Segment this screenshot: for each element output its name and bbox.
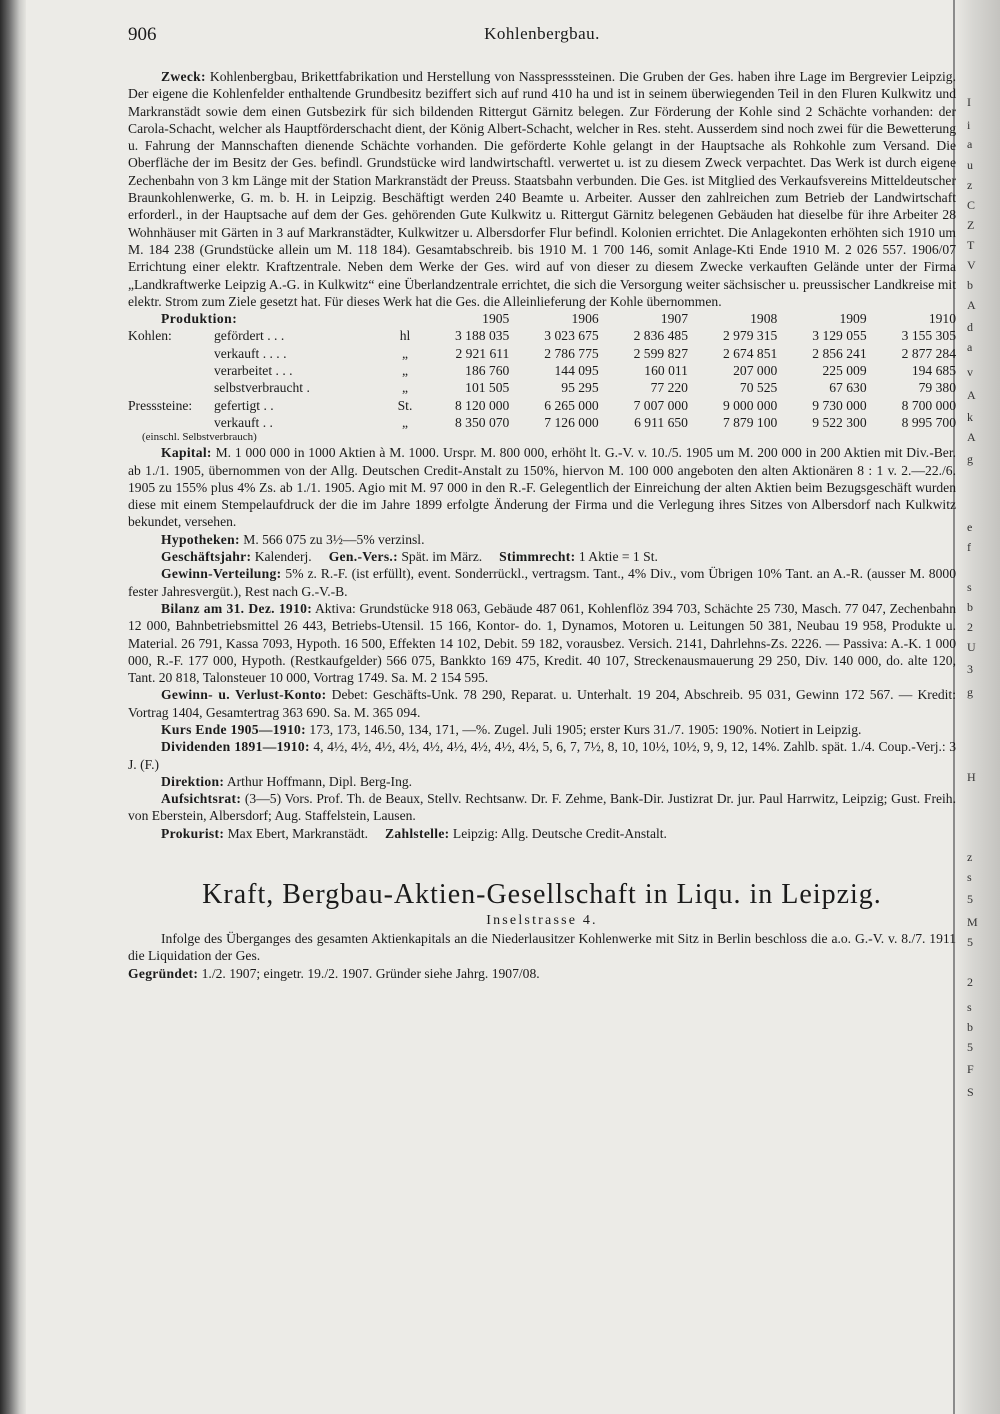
- facing-page-letters: [961, 0, 991, 1414]
- year-1907: 1907: [660, 311, 688, 327]
- produktion-value: 3 188 035: [454, 328, 510, 344]
- facing-page-letter: I: [967, 95, 971, 109]
- produktion-value: 8 700 000: [901, 397, 956, 413]
- produktion-value: 67 630: [829, 380, 867, 396]
- produktion-value: 2 599 827: [633, 345, 688, 361]
- produktion-value: 3 129 055: [812, 328, 867, 344]
- stimmrecht-label: Stimmrecht:: [499, 549, 576, 565]
- facing-page-letter: u: [967, 158, 973, 172]
- produktion-item-label: gefertigt: [214, 397, 261, 413]
- facing-page-letter: U: [967, 640, 976, 654]
- facing-page-letter: z: [967, 178, 973, 192]
- produktion-item: [208, 345, 390, 362]
- produktion-row: [128, 362, 956, 379]
- facing-page-letter: d: [967, 320, 973, 334]
- direktion-paragraph: [128, 773, 956, 790]
- produktion-value: 101 505: [465, 380, 510, 396]
- prokurist-label: Prokurist:: [161, 825, 225, 841]
- produktion-item-label: verkauft: [214, 345, 260, 361]
- produktion-leader-dots: . . .: [267, 328, 285, 344]
- produktion-row: [128, 327, 956, 344]
- facing-page-letter: b: [967, 278, 973, 292]
- produktion-row: [128, 414, 956, 431]
- kapital-paragraph: [128, 444, 956, 530]
- direktion-text: Arthur Hoffmann, Dipl. Berg-Ing.: [226, 773, 413, 789]
- produktion-unit: „: [401, 414, 409, 430]
- facing-page-letter: F: [967, 1062, 974, 1076]
- zweck-paragraph: [128, 68, 956, 310]
- zahlstelle-label: Zahlstelle:: [385, 825, 450, 841]
- produktion-value: 6 911 650: [634, 414, 688, 430]
- facing-page-letter: 3: [967, 662, 973, 676]
- facing-page-letter: A: [967, 298, 976, 312]
- facing-page-letter: b: [967, 1020, 973, 1034]
- produktion-body: [128, 327, 956, 431]
- page-header: [128, 24, 956, 54]
- dividenden-text: 4, 4½, 4½, 4½, 4½, 4½, 4½, 4½, 4½, 4½, 5, 6, 7, 7½, 8, 10, 10½, 10½, 9, 9, 12, 14%. Zahlb. spät. 1./4. Coup.-Verj.: 3 J. (F.): [128, 739, 956, 772]
- produktion-unit: „: [401, 380, 409, 396]
- produktion-item: [208, 327, 390, 344]
- produktion-header-row: [128, 310, 956, 327]
- facing-page-letter: k: [967, 410, 973, 424]
- bilanz-paragraph: [128, 600, 956, 686]
- facing-page-letter: 2: [967, 620, 973, 634]
- facing-page-letter: a: [967, 340, 973, 354]
- produktion-value: 79 380: [918, 380, 956, 396]
- gewinn-verlust-label: Gewinn- u. Verlust-Konto:: [161, 687, 327, 703]
- produktion-table: [128, 310, 956, 444]
- produktion-note-row: [128, 431, 956, 444]
- facing-page-letter: v: [967, 365, 973, 379]
- gen-vers-label: Gen.-Vers.:: [328, 549, 398, 565]
- prokurist-text: Max Ebert, Markranstädt.: [227, 825, 369, 841]
- kurs-label: Kurs Ende 1905—1910:: [161, 721, 306, 737]
- produktion-group: Presssteine:: [128, 397, 193, 413]
- kurs-text: 173, 173, 146.50, 134, 171, —%. Zugel. Juli 1905; erster Kurs 31./7. 1905: 190%. Notiert in Leipzig.: [309, 721, 862, 737]
- produktion-leader-dots: . .: [263, 397, 274, 413]
- produktion-label: Produktion:: [161, 311, 238, 327]
- produktion-group: [128, 362, 208, 379]
- facing-page-letter: 5: [967, 935, 973, 949]
- facing-page-letter: T: [967, 238, 975, 252]
- year-1908: 1908: [750, 311, 778, 327]
- produktion-value: 95 295: [561, 380, 599, 396]
- gewinn-verteilung-text: 5% z. R.-F. (ist erfüllt), event. Sonderrückl., vertragsm. Tant., 4% Div., vom Übrigen 10% Tant. an A.-R. (ausser M. 8000 fester Jahresvergüt.), Rest nach G.-V.-B.: [128, 566, 956, 599]
- year-1906: 1906: [571, 311, 599, 327]
- gewinn-verteilung-label: Gewinn-Verteilung:: [161, 566, 282, 582]
- facing-page-letter: H: [967, 770, 976, 784]
- produktion-value: 2 856 241: [812, 345, 867, 361]
- facing-page-letter: S: [967, 1085, 974, 1099]
- produktion-leader-dots: . . .: [275, 363, 293, 379]
- facing-page-letter: g: [967, 452, 973, 466]
- produktion-value: 194 685: [911, 363, 956, 379]
- facing-page-letter: 5: [967, 892, 973, 906]
- facing-page-letter: f: [967, 540, 971, 554]
- dividenden-label: Dividenden 1891—1910:: [161, 739, 310, 755]
- produktion-unit: „: [401, 363, 409, 379]
- kapital-text: M. 1 000 000 in 1000 Aktien à M. 1000. Urspr. M. 800 000, erhöht lt. G.-V. v. 10./5. 1905 um M. 200 000 in 200 Aktien mit Div.-Ber. ab 1./1. 1905, übernommen von der Allg. Deutschen Credit-Anstalt zu 150%, hiervon M. 100 000 angeboten den alten Aktionären 8 : 1 v. 2.—22./6. 1905 zu 155% plus 4% Zs. ab 1./1. 1905. Agio mit M. 97 000 in den R.-F. Gelegentlich der Einreichung der alten Aktien beim Bezugsgeschäft wurden diese mit einem Stempelaufdruck der die im Jahre 1899 erfolgte Änderung der Firma und die Verlegung ihres Sitzes von Albersdorf nach Kulkwitz bekundet, versehen.: [128, 445, 956, 530]
- company2-address: Inselstrasse 4.: [486, 913, 598, 929]
- produktion-unit: „: [401, 345, 409, 361]
- produktion-value: 8 995 700: [901, 414, 956, 430]
- facing-page-letter: s: [967, 1000, 972, 1014]
- produktion-item-label: selbstverbraucht: [214, 380, 304, 396]
- facing-page-letter: A: [967, 388, 976, 402]
- produktion-value: 9 522 300: [812, 414, 867, 430]
- produktion-unit: St.: [397, 397, 413, 413]
- running-head: Kohlenbergbau.: [484, 24, 600, 43]
- produktion-note: (einschl. Selbstverbrauch): [142, 431, 257, 444]
- produktion-item: [208, 397, 390, 414]
- produktion-row: [128, 345, 956, 362]
- facing-page-letter: z: [967, 850, 973, 864]
- produktion-item-label: gefördert: [214, 328, 264, 344]
- hypotheken-paragraph: [128, 531, 956, 548]
- produktion-value: 160 011: [644, 363, 688, 379]
- aufsichtsrat-paragraph: [128, 790, 956, 825]
- produktion-value: 7 879 100: [722, 414, 778, 430]
- zweck-label: Zweck:: [161, 69, 206, 84]
- produktion-unit: hl: [399, 328, 411, 344]
- facing-page-letter: a: [967, 137, 973, 151]
- hypotheken-text: M. 566 075 zu 3½—5% verzinsl.: [243, 531, 425, 547]
- geschaeftsjahr-text: Kalenderj.: [254, 549, 312, 565]
- produktion-value: 8 120 000: [454, 397, 510, 413]
- gewinn-verlust-text: Debet: Geschäfts-Unk. 78 290, Reparat. u. Unterhalt. 19 204, Abschreib. 95 031, Gewinn 172 567. — Kredit: Vortrag 1404, Gesamtertrag 363 690. Sa. M. 365 094.: [128, 687, 956, 720]
- facing-page-letter: V: [967, 258, 976, 272]
- bilanz-text: Aktiva: Grundstücke 918 063, Gebäude 487 061, Kohlenflöz 394 703, Schächte 25 730, Masch. 77 047, Zechenbahn 12 000, Bahnbetriebsmittel 26 443, Betriebs-Utensil. 15 166, Kontor- do. 1, Dynamos, Motoren u. Leitungen 50 381, Neubau 19 958, Produkte u. Material. 26 791, Kassa 7093, Hypoth. 16 500, Effekten 14 102, Debit. 59 182, vorausbez. Versich. 2141, Dahrlehns-Zs. 2226. — Passiva: A.-K. 1 000 000, R.-F. 177 000, Hypoth. (Restkaufgelder) 566 075, Bankkto 169 475, Kredit. 40 107, Streckenausmauerung 29 250, Div. 140 000, do. alte 120, Tant. 20 818, Talonsteuer 10 000, Vortrag 1749. Sa. M. 2 154 595.: [128, 600, 956, 686]
- produktion-value: 207 000: [733, 363, 778, 379]
- facing-page-letter: s: [967, 580, 972, 594]
- document-page: [128, 24, 956, 982]
- produktion-value: 6 265 000: [544, 397, 599, 413]
- produktion-leader-dots: . .: [262, 414, 273, 430]
- produktion-row: [128, 397, 956, 414]
- direktion-label: Direktion:: [161, 773, 225, 789]
- produktion-leader-dots: .: [306, 380, 310, 396]
- produktion-value: 9 000 000: [722, 397, 778, 413]
- produktion-item: [208, 379, 390, 396]
- facing-page-letter: s: [967, 870, 972, 884]
- produktion-value: 144 095: [554, 363, 599, 379]
- produktion-item-label: verarbeitet: [214, 363, 273, 379]
- gegruendet-text: 1./2. 1907; eingetr. 19./2. 1907. Gründer siehe Jahrg. 1907/08.: [201, 965, 540, 981]
- bilanz-label: Bilanz am 31. Dez. 1910:: [161, 600, 313, 616]
- book-binding-shadow: [0, 0, 26, 1414]
- facing-page-letter: i: [967, 118, 971, 132]
- produktion-value: 2 921 611: [455, 345, 510, 361]
- facing-page-letter: 5: [967, 1040, 973, 1054]
- year-1910: 1910: [928, 311, 956, 327]
- produktion-value: 2 786 775: [544, 345, 599, 361]
- gewinn-verlust-paragraph: [128, 686, 956, 721]
- aufsichtsrat-text: (3—5) Vors. Prof. Th. de Beaux, Stellv. Rechtsanw. Dr. F. Zehme, Bank-Dir. Justizrat Dr. jur. Paul Harrwitz, Leipzig; Gust. Freih. von Eberstein, Albersdorf; Aug. Staffelstein, Lausen.: [128, 791, 956, 824]
- geschaeftsjahr-label: Geschäftsjahr:: [161, 549, 252, 565]
- aufsichtsrat-label: Aufsichtsrat:: [161, 791, 242, 807]
- produktion-group: Kohlen:: [128, 328, 172, 344]
- facing-page-letter: e: [967, 520, 973, 534]
- year-1909: 1909: [839, 311, 867, 327]
- produktion-value: 225 009: [822, 363, 867, 379]
- produktion-value: 2 674 851: [722, 345, 778, 361]
- produktion-value: 3 023 675: [544, 328, 599, 344]
- produktion-value: 186 760: [465, 363, 510, 379]
- kurs-paragraph: [128, 721, 956, 738]
- produktion-leader-dots: . . . .: [262, 345, 287, 361]
- produktion-item: [208, 414, 390, 431]
- facing-page-letter: b: [967, 600, 973, 614]
- facing-page-letter: Z: [967, 218, 975, 232]
- produktion-value: 8 350 070: [454, 414, 510, 430]
- gegruendet-paragraph: [128, 965, 956, 982]
- prokurist-paragraph: [128, 825, 956, 842]
- zahlstelle-text: Leipzig: Allg. Deutsche Credit-Anstalt.: [452, 825, 667, 841]
- facing-page-letter: g: [967, 685, 973, 699]
- produktion-value: 77 220: [650, 380, 688, 396]
- company2-title: Kraft, Bergbau-Aktien-Gesellschaft in Liqu. in Leipzig.: [202, 879, 882, 911]
- produktion-item-label: verkauft: [214, 414, 260, 430]
- produktion-value: 2 877 284: [901, 345, 956, 361]
- produktion-value: 70 525: [739, 380, 778, 396]
- produktion-value: 7 007 000: [633, 397, 688, 413]
- company2-paragraph: [128, 930, 956, 965]
- gegruendet-label: Gegründet:: [128, 965, 199, 981]
- produktion-value: 7 126 000: [544, 414, 599, 430]
- facing-page-letter: 2: [967, 975, 973, 989]
- produktion-item: [208, 362, 390, 379]
- dividenden-paragraph: [128, 738, 956, 773]
- company2-text: Infolge des Überganges des gesamten Aktienkapitals an die Niederlausitzer Kohlenwerke mit Sitz in Berlin beschloss die a.o. G.-V. v. 8./7. 1911 die Liquidation der Ges.: [128, 931, 956, 964]
- gen-vers-text: Spät. im März.: [401, 549, 483, 565]
- facing-page-letter: A: [967, 430, 976, 444]
- produktion-group: [128, 414, 208, 431]
- produktion-value: 9 730 000: [812, 397, 867, 413]
- hypotheken-label: Hypotheken:: [161, 531, 240, 547]
- stimmrecht-text: 1 Aktie = 1 St.: [578, 549, 658, 565]
- facing-page-letter: M: [967, 915, 978, 929]
- facing-page-letter: C: [967, 198, 976, 212]
- gewinn-verteilung-paragraph: [128, 565, 956, 600]
- produktion-group: [128, 379, 208, 396]
- produktion-value: 2 836 485: [633, 328, 688, 344]
- year-1905: 1905: [482, 311, 510, 327]
- geschaeftsjahr-line: [128, 548, 956, 565]
- page-number: 906: [128, 24, 157, 45]
- produktion-value: 3 155 305: [901, 328, 956, 344]
- kapital-label: Kapital:: [161, 445, 212, 461]
- produktion-value: 2 979 315: [722, 328, 778, 344]
- zweck-text: Kohlenbergbau, Brikettfabrikation und Herstellung von Nasspresssteinen. Die Gruben der Ges. haben ihre Lage im Bergrevier Leipzig. Der eigene die Kohlenfelder enthaltende Grundbesitz beziffert sich auf rund 410 ha und ist in seinem überwiegenden Teil in den Fluren Kulkwitz und Markranstädt sowie dem einen Gutsbezirk für sich bildenden Rittergut Gärnitz belegen. Zur Förderung der Kohle sind 2 Schächte vorhanden: der Carola-Schacht, welcher als Hauptförderschacht dient, der König Albert-Schacht, welcher in Res. steht. Ausserdem sind noch zwei für die Bewetterung u. Fahrung der Mannschaften dienende Schächte vorhanden. Die geförderte Kohle gelangt in der Hauptsache als Rohkohle zum Versand. Die Oberfläche der im Besitz der Ges. befindl. Grundstücke wird landwirtschaftl. verwertet u. ist zu diesem Zweck verpachtet. Das Werk ist durch eigene Zechenbahn von 3 km Länge mit der Station Markranstädt der Preuss. Staatsbahn verbunden. Die Ges. ist Mitglied des Verkaufsvereins Mitteldeutscher Braunkohlenwerke, G. m. b. H. in Leipzig. Beschäftigt werden 240 Beamte u. Arbeiter. Ausser den zahlreichen zum Betrieb der Landwirtschaft erforderl., in der Hauptsache auf dem der Ges. gehörenden Gute Kulkwitz u. Rittergut Gärnitz belegenen Gebäuden hat dieselbe für ihre Arbeiter 28 Wohnhäuser mit Gärten in 3 auf Markranstädter, Kulkwitzer u. Albersdorfer Flur befindl. Kolonien errichtet. Die Anlagekonten erhöhten sich 1910 um M. 184 238 (Grundstücke allein um M. 118 184). Gesamtabschreib. bis 1910 M. 1 700 146, somit Anlage-Kti Ende 1910 M. 2 026 557. 1906/07 Errichtung einer elektr. Kraftzentrale. Neben dem Werke der Ges. wird auf von dieser zu diesem Zwecke verkauften Gelände unter der Firma „Landkraftwerke Leipzig A.-G. in Kulkwitz“ eine Überlandzentrale errichtet, die sich die Versorgung weiter sächsischer u. preussischer Landkreise mit elektr. Strom zum Ziele gesetzt hat. Für dieses Werk hat die Ges. die Alleinlieferung der Kohle übernommen.: [128, 69, 956, 309]
- produktion-group: [128, 345, 208, 362]
- produktion-row: [128, 379, 956, 396]
